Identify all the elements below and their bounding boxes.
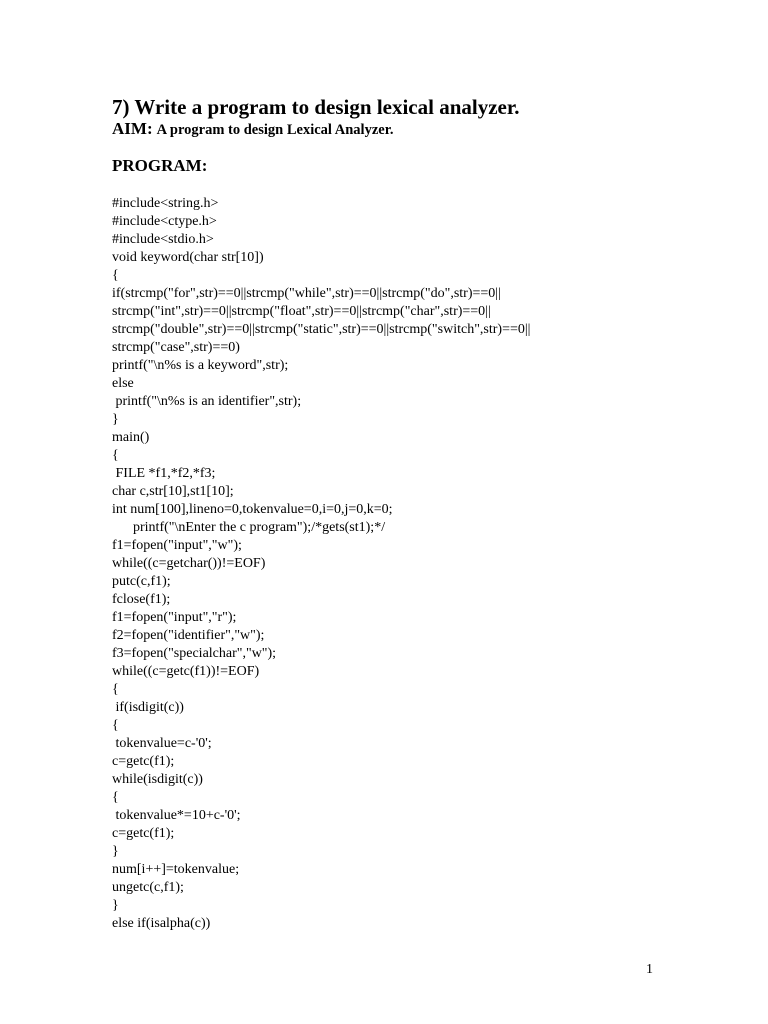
code-line: printf("\n%s is a keyword",str); <box>112 358 289 373</box>
code-line: } <box>112 898 119 913</box>
code-line: while((c=getc(f1))!=EOF) <box>112 664 260 679</box>
code-line: f2=fopen("identifier","w"); <box>112 628 265 643</box>
code-line: if(isdigit(c)) <box>112 700 184 715</box>
code-listing <box>112 195 530 933</box>
code-line: strcmp("int",str)==0||strcmp("float",str)==0||strcmp("char",str)==0|| <box>112 304 491 319</box>
code-line: { <box>112 448 119 463</box>
code-line: f1=fopen("input","r"); <box>112 610 237 625</box>
code-line: } <box>112 844 119 859</box>
code-line: fclose(f1); <box>112 592 171 607</box>
code-line: printf("\n%s is an identifier",str); <box>112 394 302 409</box>
code-line: { <box>112 718 119 733</box>
code-line: tokenvalue*=10+c-'0'; <box>112 808 241 823</box>
code-line: { <box>112 268 119 283</box>
code-line: #include<stdio.h> <box>112 232 214 247</box>
code-line: else <box>112 376 134 391</box>
program-heading: PROGRAM: <box>112 156 208 175</box>
code-line: FILE *f1,*f2,*f3; <box>112 466 216 481</box>
code-line: #include<string.h> <box>112 196 219 211</box>
code-line: c=getc(f1); <box>112 754 175 769</box>
code-line: if(strcmp("for",str)==0||strcmp("while",str)==0||strcmp("do",str)==0|| <box>112 286 501 301</box>
code-line: putc(c,f1); <box>112 574 171 589</box>
aim-text: A program to design Lexical Analyzer. <box>156 122 394 138</box>
code-line: while(isdigit(c)) <box>112 772 203 787</box>
code-line: else if(isalpha(c)) <box>112 916 211 931</box>
code-line: int num[100],lineno=0,tokenvalue=0,i=0,j=0,k=0; <box>112 502 393 517</box>
code-line: tokenvalue=c-'0'; <box>112 736 212 751</box>
code-line: void keyword(char str[10]) <box>112 250 264 265</box>
code-line: { <box>112 790 119 805</box>
code-line: char c,str[10],st1[10]; <box>112 484 234 499</box>
code-line: ungetc(c,f1); <box>112 880 184 895</box>
code-line: main() <box>112 430 150 445</box>
page-number: 1 <box>646 962 653 977</box>
code-line: strcmp("case",str)==0) <box>112 340 240 355</box>
aim-line <box>112 118 393 141</box>
aim-label: AIM: <box>112 119 153 138</box>
code-line: f1=fopen("input","w"); <box>112 538 242 553</box>
code-line: f3=fopen("specialchar","w"); <box>112 646 277 661</box>
code-line: c=getc(f1); <box>112 826 175 841</box>
code-line: } <box>112 412 119 427</box>
code-line: { <box>112 682 119 697</box>
code-line: while((c=getchar())!=EOF) <box>112 556 266 571</box>
code-line: #include<ctype.h> <box>112 214 217 229</box>
document-title: 7) Write a program to design lexical analyzer. <box>112 95 520 119</box>
code-line: num[i++]=tokenvalue; <box>112 862 240 877</box>
code-line: strcmp("double",str)==0||strcmp("static",str)==0||strcmp("switch",str)==0|| <box>112 322 531 337</box>
code-line: printf("\nEnter the c program");/*gets(st1);*/ <box>112 520 386 535</box>
